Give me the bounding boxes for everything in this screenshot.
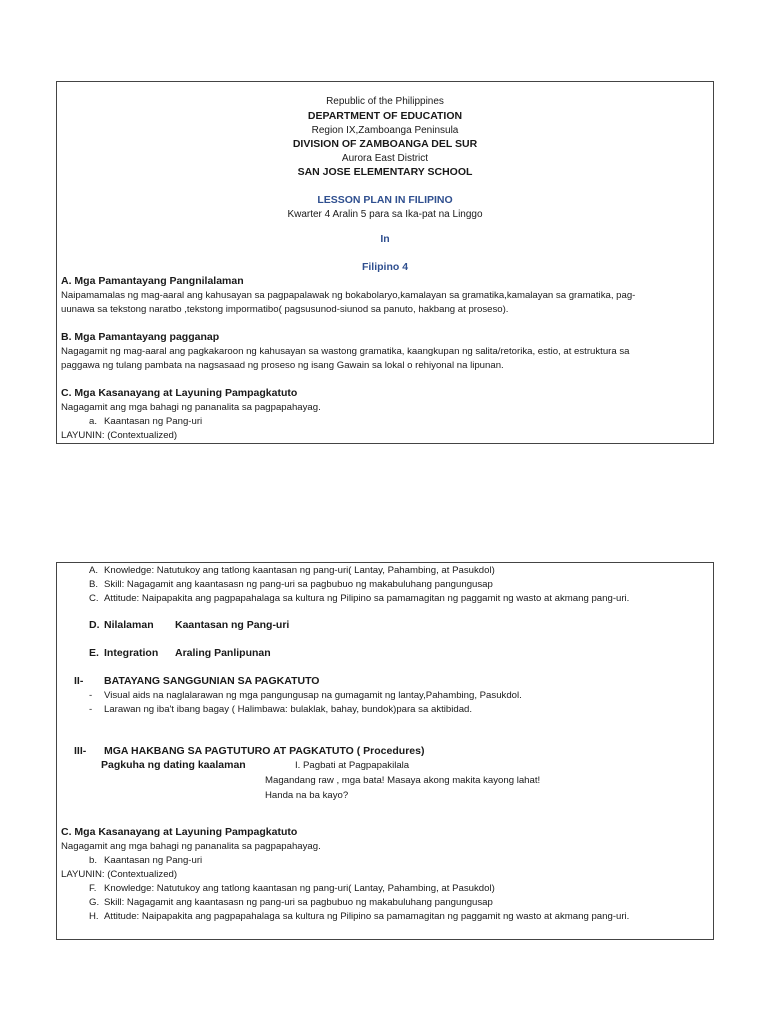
pagkuha-label: Pagkuha ng dating kaalaman bbox=[101, 759, 246, 771]
list-bullet: - bbox=[89, 704, 93, 715]
section-a-heading: A. Mga Pamantayang Pangnilalaman bbox=[61, 275, 244, 287]
pagbati-label: I. Pagbati at Pagpapakilala bbox=[295, 760, 410, 771]
section-b-line-2: paggawa ng tulang pambata na nagsasaad ng proseso ng isang Gawain sa lokal o rehiyonal na lipunan. bbox=[61, 360, 504, 371]
division-label: DIVISION OF ZAMBOANGA DEL SUR bbox=[292, 138, 478, 150]
section-a-line-2: uunawa sa tekstong naratbo ,tekstong impormatibo( pagsusunod-siunod sa panuto, hakbang at proseso). bbox=[61, 304, 509, 315]
layunin-label: LAYUNIN: (Contextualized) bbox=[61, 869, 178, 880]
objective-marker: A. bbox=[89, 565, 99, 576]
greeting-line-2: Handa na ba kayo? bbox=[265, 790, 349, 801]
in-label: In bbox=[380, 233, 390, 245]
objective-text: Attitude: Naipapakita ang pagpapahalaga sa kultura ng Pilipino sa pamamagitan ng paggamit ng wasto at akmang pang-uri. bbox=[104, 911, 630, 922]
section-c-line-1: Nagagamit ang mga bahagi ng pananalita sa pagpapahayag. bbox=[61, 841, 321, 852]
section-c-item-marker: b. bbox=[89, 855, 98, 866]
school-label: SAN JOSE ELEMENTARY SCHOOL bbox=[297, 166, 473, 178]
republic-label: Republic of the Philippines bbox=[326, 96, 444, 107]
nilalaman-label: Nilalaman bbox=[104, 619, 154, 631]
objective-marker: H. bbox=[89, 911, 99, 922]
section-b-heading: B. Mga Pamantayang pagganap bbox=[61, 331, 220, 343]
nilalaman-marker: D. bbox=[89, 619, 100, 631]
section-c-heading: C. Mga Kasanayang at Layuning Pampagkatuto bbox=[61, 387, 298, 399]
layunin-label: LAYUNIN: (Contextualized) bbox=[61, 430, 178, 441]
section-c-line-1: Nagagamit ang mga bahagi ng pananalita sa pagpapahayag. bbox=[61, 402, 321, 413]
objective-text: Attitude: Naipapakita ang pagpapahalaga sa kultura ng Pilipino sa pamamagitan ng paggamit ng wasto at akmang pang-uri. bbox=[104, 593, 630, 604]
objective-text: Knowledge: Natutukoy ang tatlong kaantasan ng pang-uri( Lantay, Pahambing, at Pasukdol) bbox=[104, 883, 495, 894]
lesson-title: LESSON PLAN IN FILIPINO bbox=[317, 194, 453, 206]
section-c-heading: C. Mga Kasanayang at Layuning Pampagkatuto bbox=[61, 826, 298, 838]
department-label: DEPARTMENT OF EDUCATION bbox=[307, 110, 463, 122]
region-label: Region IX,Zamboanga Peninsula bbox=[311, 125, 459, 136]
quarter-label: Kwarter 4 Aralin 5 para sa Ika-pat na Linggo bbox=[287, 209, 483, 220]
section-iii-marker: III- bbox=[74, 745, 87, 757]
nilalaman-value: Kaantasan ng Pang-uri bbox=[175, 619, 290, 631]
list-item: Visual aids na naglalarawan ng mga pangungusap na gumagamit ng lantay,Pahambing, Pasukdol. bbox=[104, 690, 522, 701]
section-b-line-1: Nagagamit ng mag-aaral ang pagkakaroon ng kahusayan sa wastong gramatika, kaangkupan ng salita/retorika, estio, at estruktura sa bbox=[61, 346, 630, 357]
section-ii-marker: II- bbox=[74, 675, 84, 687]
integration-value: Araling Panlipunan bbox=[175, 647, 271, 659]
district-label: Aurora East District bbox=[341, 153, 429, 164]
section-a-line-1: Naipamamalas ng mag-aaral ang kahusayan sa pagpapalawak ng bokabolaryo,kamalayan sa gramatika,kamalayan sa gramatika, pag- bbox=[61, 290, 636, 301]
list-item: Larawan ng iba't ibang bagay ( Halimbawa: bulaklak, bahay, bundok)para sa aktibidad. bbox=[104, 704, 473, 715]
objective-marker: C. bbox=[89, 593, 99, 604]
objective-text: Skill: Nagagamit ang kaantasasn ng pang-uri sa pagbubuo ng makabuluhang pangungusap bbox=[104, 579, 493, 590]
subject-label: Filipino 4 bbox=[361, 261, 409, 273]
integration-marker: E. bbox=[89, 647, 99, 659]
greeting-line-1: Magandang raw , mga bata! Masaya akong makita kayong lahat! bbox=[265, 775, 541, 786]
lesson-plan-page-1 bbox=[56, 81, 714, 444]
section-c-item-text: Kaantasan ng Pang-uri bbox=[104, 855, 203, 866]
list-bullet: - bbox=[89, 690, 93, 701]
section-c-item-marker: a. bbox=[89, 416, 98, 427]
section-ii-heading: BATAYANG SANGGUNIAN SA PAGKATUTO bbox=[104, 675, 320, 687]
integration-label: Integration bbox=[104, 647, 159, 659]
section-c-item-text: Kaantasan ng Pang-uri bbox=[104, 416, 203, 427]
objective-marker: G. bbox=[89, 897, 100, 908]
lesson-plan-page-2 bbox=[56, 562, 714, 940]
objective-marker: B. bbox=[89, 579, 99, 590]
section-iii-heading: MGA HAKBANG SA PAGTUTURO AT PAGKATUTO ( Procedures) bbox=[104, 745, 425, 757]
objective-marker: F. bbox=[89, 883, 97, 894]
objective-text: Skill: Nagagamit ang kaantasasn ng pang-uri sa pagbubuo ng makabuluhang pangungusap bbox=[104, 897, 493, 908]
objective-text: Knowledge: Natutukoy ang tatlong kaantasan ng pang-uri( Lantay, Pahambing, at Pasukdol) bbox=[104, 565, 495, 576]
